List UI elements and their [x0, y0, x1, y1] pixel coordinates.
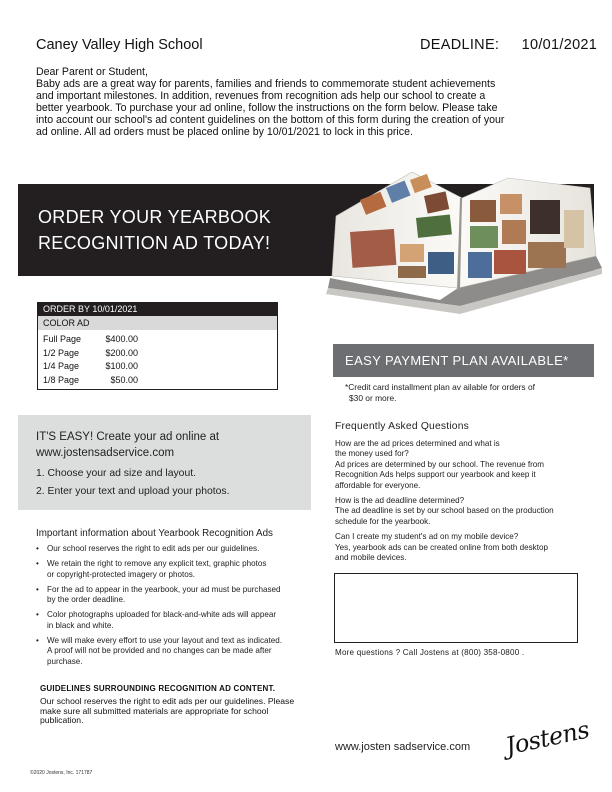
easy-step: 1. Choose your ad size and layout. [36, 468, 196, 479]
faq-title: Frequently Asked Questions [335, 421, 469, 432]
faq-list [335, 439, 595, 568]
info-item [36, 610, 306, 631]
school-name: Caney Valley High School [36, 37, 203, 53]
ad-price: $50.00 [110, 374, 138, 385]
faq-question-line: Can I create my student's ad on my mobile device? [335, 532, 519, 542]
faq-question-line: How are the ad prices determined and what is [335, 439, 500, 448]
info-item-text: We retain the right to remove any explicit text, graphic photos [47, 559, 267, 568]
bullet: • [36, 544, 39, 553]
price-row [38, 347, 277, 361]
faq-answer-line: and mobile devices. [335, 553, 407, 563]
faq-item [335, 532, 595, 563]
info-item [36, 585, 306, 606]
info-item [36, 559, 306, 580]
payment-plan-banner: EASY PAYMENT PLAN AVAILABLE* [333, 344, 594, 377]
info-item [36, 544, 306, 555]
contact-box [334, 573, 578, 643]
faq-question [335, 496, 595, 506]
yearbook-illustration [320, 160, 606, 340]
faq-answer-line: Yes, yearbook ads can be created online from both desktop [335, 542, 548, 552]
faq-question-line: How is the ad deadline determined? [335, 496, 465, 506]
info-list [36, 544, 306, 672]
price-row [38, 333, 277, 347]
faq-question [335, 439, 595, 460]
info-title: Important information about Yearbook Recognition Ads [36, 528, 273, 539]
faq-answer-line: The ad deadline is set by our school based on the production [335, 506, 554, 516]
price-row [38, 360, 277, 374]
banner-line-1: ORDER YOUR YEARBOOK [38, 207, 272, 227]
guidelines-line: Our school reserves the right to edit ads per our guidelines. Please [40, 696, 295, 706]
ad-size: 1/4 Page [43, 361, 80, 371]
deadline [420, 37, 597, 53]
banner-title [38, 204, 328, 256]
faq-answer [335, 460, 595, 491]
guidelines-title: GUIDELINES SURROUNDING RECOGNITION AD CONTENT. [40, 684, 276, 693]
ad-size: 1/2 Page [43, 347, 80, 358]
guidelines-line: publication. [40, 715, 84, 726]
info-item [36, 636, 306, 668]
info-item-text: A proof will not be provided and no changes can be made after [47, 646, 272, 655]
bullet: • [36, 635, 39, 645]
letter-line: Baby ads are a great way for parents, families and friends to commemorate student achievements [36, 78, 496, 90]
footer-link[interactable]: www.josten sadservice.com [335, 741, 471, 753]
faq-item [335, 439, 595, 491]
bullet: • [36, 584, 39, 594]
info-item-text: purchase. [47, 656, 83, 666]
letter-line: ad online. All ad orders must be placed online by 10/01/2021 to lock in this price. [36, 126, 413, 138]
easy-title: IT'S EASY! Create your ad online at [36, 431, 220, 443]
intro-letter [36, 66, 582, 138]
letter-line: into account our school's ad content guidelines on the bottom of this form during the creation of your [36, 114, 505, 126]
bullet: • [36, 610, 39, 619]
easy-steps-box [18, 415, 311, 510]
info-item-text: For the ad to appear in the yearbook, your ad must be purchased [47, 584, 281, 594]
price-table [37, 302, 278, 390]
info-item-text: We will make every effort to use your layout and text as indicated. [47, 635, 282, 645]
ad-price: $200.00 [105, 347, 138, 358]
contact-line: More questions ? Call Jostens at (800) 358-0800 . [335, 648, 525, 657]
guidelines-line: make sure all submitted materials are appropriate for school [40, 705, 269, 716]
price-row [38, 374, 277, 388]
info-item-text: by the order deadline. [47, 595, 126, 604]
payment-note-line: *Credit card installment plan av ailable for orders of [345, 382, 535, 392]
deadline-label: DEADLINE: [420, 37, 500, 53]
info-item-text: or copyright-protected imagery or photos. [47, 569, 196, 579]
faq-answer-line: affordable for everyone. [335, 480, 421, 490]
letter-line: and important milestones. In addition, revenues from recognition ads help our school to create a [36, 90, 486, 102]
info-item-text: Our school reserves the right to edit ads per our guidelines. [47, 544, 260, 553]
faq-answer-line: schedule for the yearbook. [335, 516, 431, 526]
ad-price: $400.00 [105, 334, 138, 344]
guidelines-text [40, 697, 312, 726]
ad-size: 1/8 Page [43, 374, 80, 385]
faq-answer [335, 543, 595, 564]
info-item-text: Color photographs uploaded for black-and-white ads will appear [47, 610, 277, 619]
banner-line-2: RECOGNITION AD TODAY! [38, 233, 271, 253]
payment-note-line: $30 or more. [349, 393, 397, 403]
ad-size: Full Page [43, 334, 82, 344]
easy-step: 2. Enter your text and upload your photos. [36, 486, 230, 497]
jostens-logo: Jostens [503, 715, 592, 761]
deadline-date: 10/01/2021 [521, 37, 598, 53]
faq-question-line: the money used for? [335, 449, 409, 459]
letter-line: better yearbook. To purchase your ad online, follow the instructions on the form below. Please take [36, 102, 498, 114]
faq-answer-line: Ad prices are determined by our school. The revenue from [335, 459, 545, 469]
bullet: • [36, 559, 39, 568]
price-table-category: COLOR AD [38, 316, 277, 330]
faq-item [335, 496, 595, 527]
ad-price: $100.00 [105, 361, 138, 371]
price-table-header: ORDER BY 10/01/2021 [38, 303, 277, 316]
faq-answer [335, 506, 595, 527]
faq-answer-line: Recognition Ads helps support our yearbook and keep it [335, 470, 536, 480]
copyright: ©2020 Jostens, Inc. 171787 [30, 770, 93, 776]
faq-question [335, 532, 595, 542]
payment-note [345, 382, 591, 404]
ad-service-link[interactable]: www.jostensadservice.com [36, 447, 175, 459]
letter-greeting: Dear Parent or Student, [36, 66, 148, 78]
info-item-text: in black and white. [47, 620, 114, 630]
